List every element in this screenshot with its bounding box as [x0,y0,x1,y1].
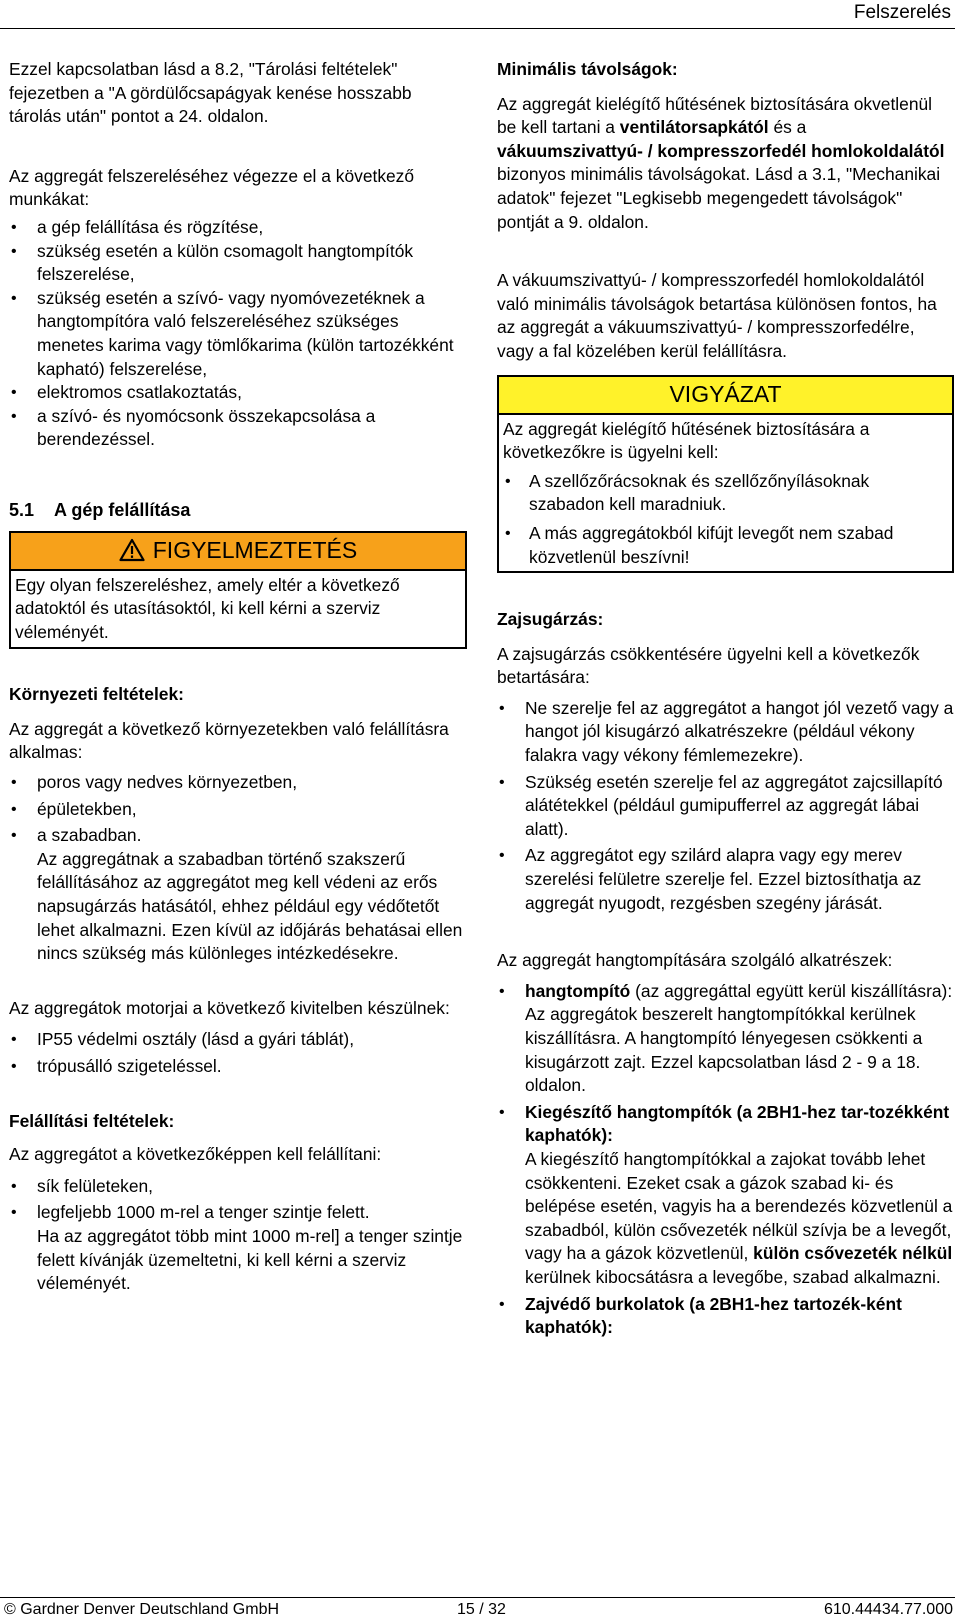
warning-text: Egy olyan felszereléshez, amely eltér a következő adatoktól és utasításoktól, ki kell kérni a szerviz véleményét. [15,574,400,642]
noise-intro: A zajsugárzás csökkentésére ügyelni kell a következők betartására: [497,643,920,688]
part1-title: hangtompító [525,980,631,1001]
part2-text-end: kerülnek kibocsátásra a levegőbe, szabad alkalmazni. [525,1266,941,1287]
tasks-intro: Az aggregát felszereléséhez végezze el a következő munkákat: [9,165,415,210]
text-run: bizonyos minimális távolságokat. Lásd a 3.1, "Mechanikai adatok" fejezet "Legkisebb megengedett távolságok" pontját a 9. oldalon. [497,164,941,232]
list-item: • trópusálló szigeteléssel. [9,1055,467,1079]
footer-page-number: 15 / 32 [457,1601,506,1618]
list-item: • a gép felállítása és rögzítése, [9,216,467,240]
caution-body [499,415,952,572]
install-heading: Felállítási feltételek: [9,1110,175,1131]
min-distance-paragraph [497,93,954,235]
install-note: Ha az aggregátot több mint 1000 m-rel] a tenger szintje felett kívánják üzemeltetni, ki kell kérni a szerviz véleményét. [37,1225,463,1294]
right-column [497,58,954,1340]
list-item [497,1101,954,1290]
section-title: A gép felállítása [54,499,191,520]
warning-box [9,531,467,650]
list-item [497,980,954,1098]
parts-intro: Az aggregát hangtompítására szolgáló alkatrészek: [497,950,893,971]
warning-header [11,533,465,571]
list-item: • szükség esetén a külön csomagolt hangtompítók felszerelése, [9,240,467,287]
noise-heading: Zajsugárzás: [497,609,604,630]
page-header [0,0,955,29]
list-item [497,1293,954,1340]
warning-title: FIGYELMEZTETÉS [152,536,358,563]
list-item: • legfeljebb 1000 m-rel a tenger szintje felett. [9,1201,467,1225]
text-run-bold: ventilátorsapkától [619,117,769,138]
part2-text-bold: külön csővezeték nélkül [753,1243,953,1264]
motor-intro: Az aggregátok motorjai a következő kivitelben készülnek: [9,997,450,1018]
min-distance-heading: Minimális távolságok: [497,59,678,79]
caution-intro: Az aggregát kielégítő hűtésének biztosítására a következőkre is ügyelni kell: [503,418,870,463]
list-item: • szükség esetén a szívó- vagy nyomóvezetéknek a hangtompítóra való felszereléséhez szükséges menetes karima vagy tömlőkarima (külön tartozékként kapható) felszerelése, [9,287,467,381]
list-item: • Az aggregátot egy szilárd alapra vagy egy merev szerelési felületre szerelje fel. Ezzel biztosíthatja az aggregát nyugodt, rezgésben szegény járását. [497,844,954,915]
section-number: 5.1 [9,499,35,520]
list-item: • A szellőzőrácsoknak és szellőzőnyílásoknak szabadon kell maradniuk. [503,470,948,517]
text-run: Az aggregát kielégítő hűtésének biztosítására okvetlenül be kell tartani a [497,93,933,138]
list-item: • a szabadban. [9,824,467,848]
text-run: és a [768,117,807,138]
part2-title: Kiegészítő hangtompítók (a 2BH1-hez tar-tozékként kaphatók): [525,1101,950,1146]
env-heading: Környezeti feltételek: [9,684,184,705]
motor-list [9,1028,467,1078]
list-item: • a szívó- és nyomócsonk összekapcsolása a berendezéssel. [9,405,467,452]
parts-list [497,980,954,1340]
list-item: • poros vagy nedves környezetben, [9,771,467,795]
header-title: Felszerelés [853,2,951,23]
page-footer [0,1597,955,1618]
part2-text: A kiegészítő hangtompítókkal a zajokat tovább lehet csökkenteni. Ezeket csak a gázok szabad ki- és belépése esetén, vagyis ha a berendezés közvetlenül a szabadból, külön csővezeték nélkül szívja be a levegőt, vagy ha a gázok közvetlenül, [525,1148,953,1264]
intro-paragraph: Ezzel kapcsolatban lásd a 8.2, "Tárolási feltételek" fejezetben a "A gördülőcsapágyak kenése hosszabb tárolás után" pontot a 24. oldalon. [9,59,412,127]
text-run-bold: vákuumszivattyú- / kompresszorfedél homlokoldalától [497,140,945,161]
tasks-list [9,216,467,452]
caution-box [497,375,954,574]
noise-list [497,697,954,915]
footer-company: © Gardner Denver Deutschland GmbH [4,1601,280,1618]
env-intro: Az aggregát a következő környezetekben való felállításra alkalmas: [9,718,449,763]
left-column [9,58,467,1296]
env-note: Az aggregátnak a szabadban történő szakszerű felállításához az aggregátot meg kell védeni az erős napsugárzás hatásától, ehhez például egy védőtetőt lehet alkalmazni. Ezen kívül az időjárás behatásai ellen nincs szükség más különleges intézkedésekre. [37,848,463,964]
warning-triangle-icon [119,538,145,562]
env-list [9,771,467,848]
list-item: • épületekben, [9,798,467,822]
section-heading [9,499,467,523]
part1-text: Az aggregátok beszerelt hangtompítókkal kerülnek kiszállításra. A hangtompító lényegesen csökkenti a kisugárzott zajt. Ezzel kapcsolatban lásd 2 - 9 a 18. oldalon. [525,1004,923,1096]
min-distance-paragraph-2: A vákuumszivattyú- / kompresszorfedél homlokoldalától való minimális távolságok betartása különösen fontos, ha az aggregát a vákuumszivattyú- / kompresszorfedélre, vagy a fal közelében kerül felállításra. [497,270,937,361]
list-item: • Ne szerelje fel az aggregátot a hangot jól vezető vagy a hangot jól kisugárzó alkatrészekre (például vékony falakra vagy vékony fémlemezekre). [497,697,954,768]
install-intro: Az aggregátot a következőképpen kell felállítani: [9,1144,382,1165]
caution-list [503,470,948,569]
list-item: • IP55 védelmi osztály (lásd a gyári táblát), [9,1028,467,1052]
footer-doc-number: 610.44434.77.000 [823,1601,953,1618]
list-item: • sík felületeken, [9,1175,467,1199]
list-item: • elektromos csatlakoztatás, [9,381,467,405]
part3-title: Zajvédő burkolatok (a 2BH1-hez tartozék-ként kaphatók): [525,1293,902,1338]
list-item: • Szükség esetén szerelje fel az aggregátot zajcsillapító alátétekkel (például gumipufferrel az aggregát lábai alatt). [497,771,954,842]
list-item: • A más aggregátokból kifújt levegőt nem szabad közvetlenül beszívni! [503,522,948,569]
part1-suffix: (az aggregáttal együtt kerül kiszállításra): [630,980,953,1001]
install-list [9,1175,467,1225]
caution-header: VIGYÁZAT [499,377,952,415]
